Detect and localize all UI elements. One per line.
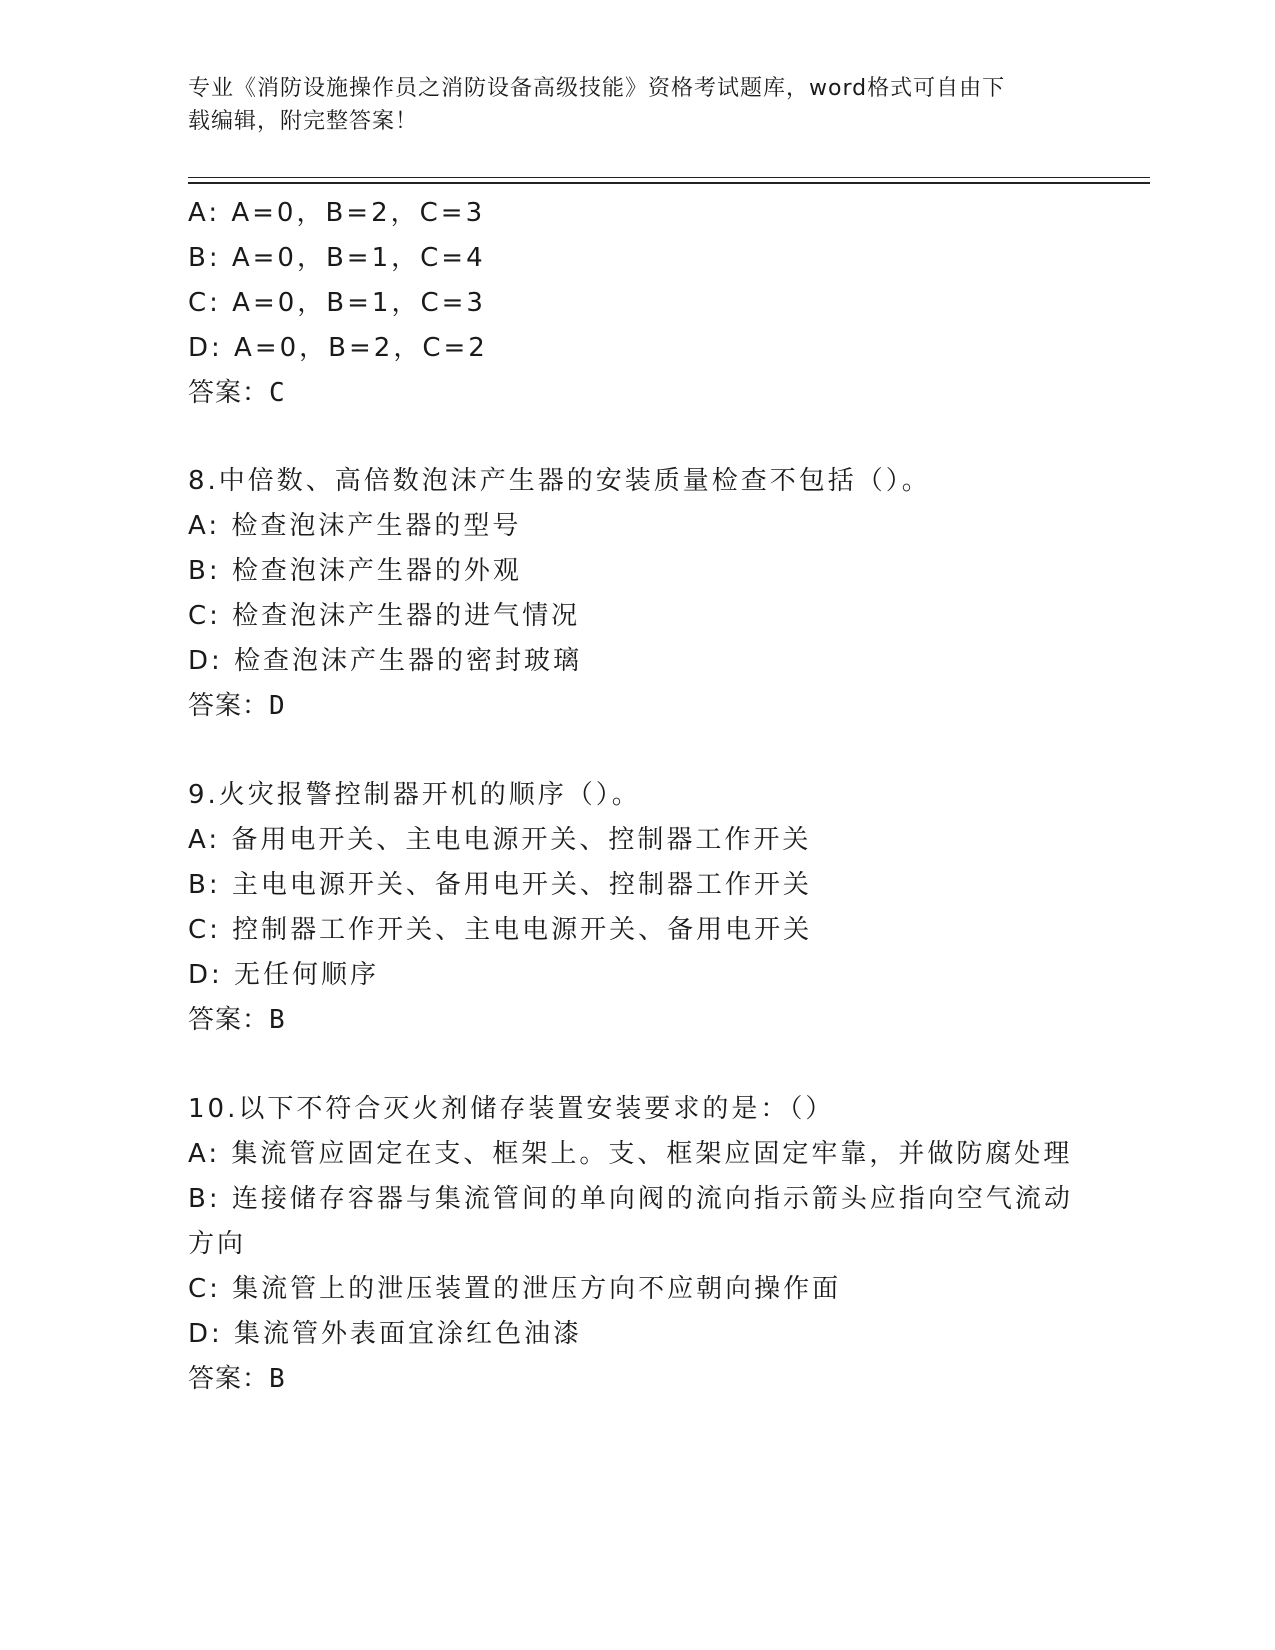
- q7-option-c: C: A=0，B=1，C=3: [188, 288, 486, 318]
- q8-option-a: A: 检查泡沫产生器的型号: [188, 511, 522, 541]
- q8-option-b: B: 检查泡沫产生器的外观: [188, 556, 522, 586]
- q9-option-b: B: 主电电源开关、备用电开关、控制器工作开关: [188, 870, 812, 900]
- q7-answer: 答案：C: [188, 378, 286, 408]
- q9-option-c: C: 控制器工作开关、主电电源开关、备用电开关: [188, 915, 813, 945]
- q10-option-a: A: 集流管应固定在支、框架上。支、框架应固定牢靠，并做防腐处理: [188, 1139, 1073, 1169]
- q7-option-b: B: A=0，B=1，C=4: [188, 243, 486, 273]
- q7-option-a: A: A=0，B=2，C=3: [188, 198, 486, 228]
- header-line-1: 专业《消防设施操作员之消防设备高级技能》资格考试题库，word格式可自由下: [188, 76, 1006, 101]
- header-divider-thin: [188, 177, 1150, 178]
- q8-answer: 答案：D: [188, 691, 286, 721]
- q10-question: 10.以下不符合灭火剂储存装置安装要求的是：（）: [188, 1094, 835, 1124]
- header-line-2: 载编辑，附完整答案！: [188, 109, 419, 134]
- header-divider-thick: [188, 182, 1150, 184]
- q10-option-b: B: 连接储存容器与集流管间的单向阀的流向指示箭头应指向空气流动: [188, 1184, 1073, 1214]
- q8-option-d: D: 检查泡沫产生器的密封玻璃: [188, 646, 583, 676]
- q10-option-d: D: 集流管外表面宜涂红色油漆: [188, 1319, 583, 1349]
- q9-option-a: A: 备用电开关、主电电源开关、控制器工作开关: [188, 825, 812, 855]
- q10-option-c: C: 集流管上的泄压装置的泄压方向不应朝向操作面: [188, 1274, 842, 1304]
- q8-question: 8.中倍数、高倍数泡沫产生器的安装质量检查不包括（）。: [188, 466, 931, 496]
- q9-option-d: D: 无任何顺序: [188, 960, 380, 990]
- q9-question: 9.火灾报警控制器开机的顺序（）。: [188, 780, 641, 810]
- q7-option-d: D: A=0，B=2，C=2: [188, 333, 488, 363]
- document-header: [188, 72, 1088, 138]
- q10-answer: 答案：B: [188, 1364, 286, 1394]
- q10-option-b-continued: 方向: [188, 1229, 247, 1259]
- q8-option-c: C: 检查泡沫产生器的进气情况: [188, 601, 581, 631]
- q9-answer: 答案：B: [188, 1005, 286, 1035]
